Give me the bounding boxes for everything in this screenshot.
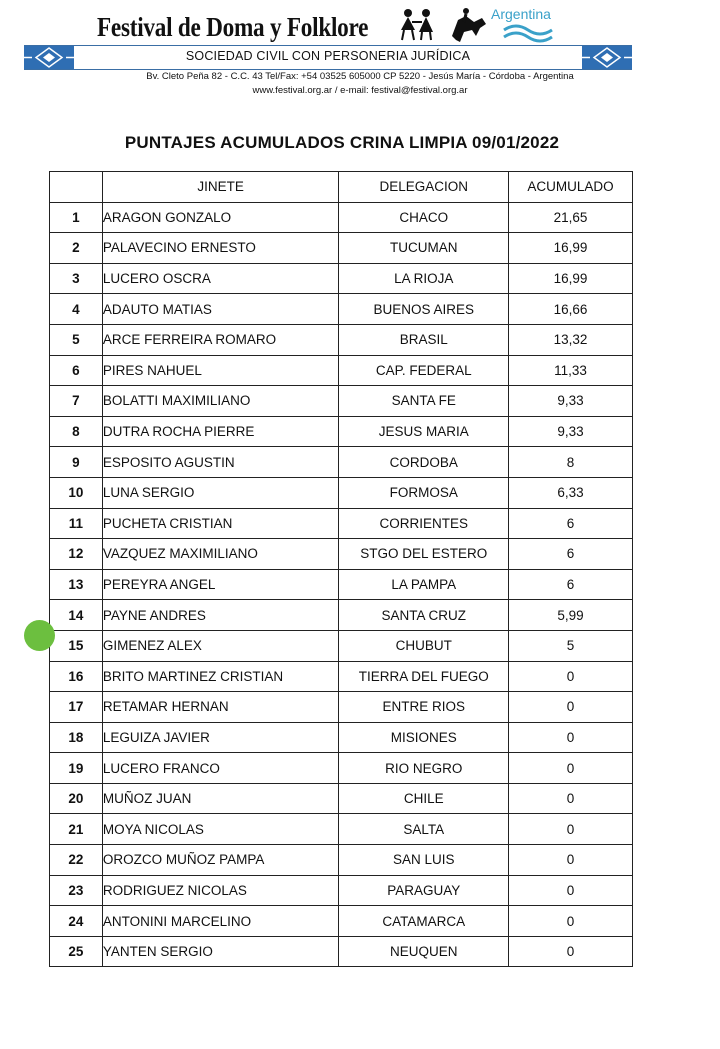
row-position: 18 bbox=[50, 722, 103, 753]
row-acumulado: 16,99 bbox=[509, 233, 633, 264]
row-delegacion: STGO DEL ESTERO bbox=[339, 539, 509, 570]
row-position: 7 bbox=[50, 386, 103, 417]
row-position: 23 bbox=[50, 875, 103, 906]
row-jinete: PIRES NAHUEL bbox=[102, 355, 339, 386]
table-row bbox=[50, 263, 633, 294]
row-delegacion: MISIONES bbox=[339, 722, 509, 753]
row-delegacion: LA PAMPA bbox=[339, 569, 509, 600]
header-acumulado: ACUMULADO bbox=[509, 172, 633, 203]
table-row bbox=[50, 324, 633, 355]
row-acumulado: 6 bbox=[509, 539, 633, 570]
row-position: 17 bbox=[50, 692, 103, 723]
row-position: 20 bbox=[50, 783, 103, 814]
table-row bbox=[50, 845, 633, 876]
web-email-line: www.festival.org.ar / e-mail: festival@festival.org.ar bbox=[252, 85, 468, 96]
row-acumulado: 0 bbox=[509, 845, 633, 876]
row-delegacion: CHUBUT bbox=[339, 630, 509, 661]
country-label: Argentina bbox=[491, 6, 551, 22]
row-position: 12 bbox=[50, 539, 103, 570]
row-position: 9 bbox=[50, 447, 103, 478]
row-position: 1 bbox=[50, 202, 103, 233]
row-jinete: VAZQUEZ MAXIMILIANO bbox=[102, 539, 339, 570]
row-delegacion: BUENOS AIRES bbox=[339, 294, 509, 325]
row-jinete: ARAGON GONZALO bbox=[102, 202, 339, 233]
row-jinete: PEREYRA ANGEL bbox=[102, 569, 339, 600]
row-position: 19 bbox=[50, 753, 103, 784]
address-line: Bv. Cleto Peña 82 - C.C. 43 Tel/Fax: +54 03525 605000 CP 5220 - Jesús María - Córdoba - Argentina bbox=[146, 71, 574, 82]
row-jinete: LUCERO OSCRA bbox=[102, 263, 339, 294]
row-delegacion: TIERRA DEL FUEGO bbox=[339, 661, 509, 692]
row-acumulado: 9,33 bbox=[509, 386, 633, 417]
row-acumulado: 8 bbox=[509, 447, 633, 478]
row-delegacion: CORDOBA bbox=[339, 447, 509, 478]
row-jinete: BOLATTI MAXIMILIANO bbox=[102, 386, 339, 417]
row-acumulado: 0 bbox=[509, 692, 633, 723]
table-row bbox=[50, 630, 633, 661]
row-acumulado: 16,66 bbox=[509, 294, 633, 325]
society-text: SOCIEDAD CIVIL CON PERSONERIA JURÍDICA bbox=[185, 49, 471, 63]
band-ornament-left-icon bbox=[24, 46, 74, 69]
row-delegacion: NEUQUEN bbox=[339, 936, 509, 967]
row-jinete: LUNA SERGIO bbox=[102, 477, 339, 508]
table-row bbox=[50, 783, 633, 814]
row-position: 6 bbox=[50, 355, 103, 386]
row-acumulado: 5,99 bbox=[509, 600, 633, 631]
row-acumulado: 11,33 bbox=[509, 355, 633, 386]
row-position: 5 bbox=[50, 324, 103, 355]
row-jinete: RETAMAR HERNAN bbox=[102, 692, 339, 723]
table-header-row bbox=[50, 172, 633, 203]
row-delegacion: CHACO bbox=[339, 202, 509, 233]
row-position: 14 bbox=[50, 600, 103, 631]
row-acumulado: 6,33 bbox=[509, 477, 633, 508]
row-delegacion: SALTA bbox=[339, 814, 509, 845]
row-acumulado: 6 bbox=[509, 569, 633, 600]
table-row bbox=[50, 355, 633, 386]
table-row bbox=[50, 508, 633, 539]
row-jinete: DUTRA ROCHA PIERRE bbox=[102, 416, 339, 447]
row-jinete: LEGUIZA JAVIER bbox=[102, 722, 339, 753]
argentina-wave-icon bbox=[500, 20, 560, 44]
header-jinete: JINETE bbox=[102, 172, 339, 203]
row-delegacion: TUCUMAN bbox=[339, 233, 509, 264]
row-jinete: LUCERO FRANCO bbox=[102, 753, 339, 784]
row-jinete: ARCE FERREIRA ROMARO bbox=[102, 324, 339, 355]
row-position: 10 bbox=[50, 477, 103, 508]
header-position bbox=[50, 172, 103, 203]
row-position: 15 bbox=[50, 630, 103, 661]
table-row bbox=[50, 202, 633, 233]
row-position: 4 bbox=[50, 294, 103, 325]
row-jinete: YANTEN SERGIO bbox=[102, 936, 339, 967]
row-jinete: ESPOSITO AGUSTIN bbox=[102, 447, 339, 478]
table-row bbox=[50, 722, 633, 753]
row-acumulado: 0 bbox=[509, 753, 633, 784]
row-jinete: PUCHETA CRISTIAN bbox=[102, 508, 339, 539]
row-jinete: PAYNE ANDRES bbox=[102, 600, 339, 631]
document-title: PUNTAJES ACUMULADOS CRINA LIMPIA 09/01/2022 bbox=[124, 133, 560, 152]
row-acumulado: 0 bbox=[509, 783, 633, 814]
row-jinete: ANTONINI MARCELINO bbox=[102, 906, 339, 937]
table-row bbox=[50, 294, 633, 325]
row-position: 13 bbox=[50, 569, 103, 600]
table-row bbox=[50, 539, 633, 570]
row-delegacion: FORMOSA bbox=[339, 477, 509, 508]
row-acumulado: 21,65 bbox=[509, 202, 633, 233]
row-delegacion: CATAMARCA bbox=[339, 906, 509, 937]
row-acumulado: 9,33 bbox=[509, 416, 633, 447]
row-delegacion: JESUS MARIA bbox=[339, 416, 509, 447]
table-row bbox=[50, 477, 633, 508]
row-acumulado: 0 bbox=[509, 814, 633, 845]
festival-title: Festival de Doma y Folklore bbox=[97, 12, 369, 42]
table-row bbox=[50, 447, 633, 478]
row-jinete: MUÑOZ JUAN bbox=[102, 783, 339, 814]
row-acumulado: 0 bbox=[509, 661, 633, 692]
row-delegacion: SANTA FE bbox=[339, 386, 509, 417]
table-row bbox=[50, 814, 633, 845]
row-position: 25 bbox=[50, 936, 103, 967]
row-acumulado: 16,99 bbox=[509, 263, 633, 294]
table-row bbox=[50, 936, 633, 967]
row-delegacion: SAN LUIS bbox=[339, 845, 509, 876]
row-jinete: BRITO MARTINEZ CRISTIAN bbox=[102, 661, 339, 692]
band-ornament-right-icon bbox=[582, 46, 632, 69]
table-row bbox=[50, 386, 633, 417]
row-delegacion: RIO NEGRO bbox=[339, 753, 509, 784]
letterhead bbox=[0, 0, 720, 100]
table-row bbox=[50, 569, 633, 600]
row-acumulado: 6 bbox=[509, 508, 633, 539]
table-row bbox=[50, 692, 633, 723]
table-row bbox=[50, 875, 633, 906]
row-jinete: RODRIGUEZ NICOLAS bbox=[102, 875, 339, 906]
table-row bbox=[50, 416, 633, 447]
row-jinete: ADAUTO MATIAS bbox=[102, 294, 339, 325]
dancers-rider-emblem-icon bbox=[396, 6, 494, 46]
table-row bbox=[50, 753, 633, 784]
header-delegacion: DELEGACION bbox=[339, 172, 509, 203]
society-band bbox=[24, 45, 632, 70]
row-delegacion: BRASIL bbox=[339, 324, 509, 355]
row-acumulado: 5 bbox=[509, 630, 633, 661]
row-acumulado: 0 bbox=[509, 875, 633, 906]
green-dot-marker bbox=[24, 620, 55, 651]
row-acumulado: 0 bbox=[509, 936, 633, 967]
row-position: 11 bbox=[50, 508, 103, 539]
row-delegacion: LA RIOJA bbox=[339, 263, 509, 294]
scores-table bbox=[49, 171, 633, 967]
row-delegacion: SANTA CRUZ bbox=[339, 600, 509, 631]
row-delegacion: CORRIENTES bbox=[339, 508, 509, 539]
row-position: 24 bbox=[50, 906, 103, 937]
row-position: 3 bbox=[50, 263, 103, 294]
table-row bbox=[50, 906, 633, 937]
row-jinete: OROZCO MUÑOZ PAMPA bbox=[102, 845, 339, 876]
table-row bbox=[50, 600, 633, 631]
table-row bbox=[50, 233, 633, 264]
row-position: 8 bbox=[50, 416, 103, 447]
row-acumulado: 0 bbox=[509, 722, 633, 753]
row-delegacion: CAP. FEDERAL bbox=[339, 355, 509, 386]
row-acumulado: 13,32 bbox=[509, 324, 633, 355]
row-jinete: MOYA NICOLAS bbox=[102, 814, 339, 845]
table-body bbox=[50, 202, 633, 967]
row-jinete: PALAVECINO ERNESTO bbox=[102, 233, 339, 264]
row-delegacion: PARAGUAY bbox=[339, 875, 509, 906]
row-position: 22 bbox=[50, 845, 103, 876]
row-delegacion: CHILE bbox=[339, 783, 509, 814]
row-delegacion: ENTRE RIOS bbox=[339, 692, 509, 723]
row-position: 2 bbox=[50, 233, 103, 264]
row-acumulado: 0 bbox=[509, 906, 633, 937]
row-position: 21 bbox=[50, 814, 103, 845]
row-position: 16 bbox=[50, 661, 103, 692]
table-row bbox=[50, 661, 633, 692]
row-jinete: GIMENEZ ALEX bbox=[102, 630, 339, 661]
